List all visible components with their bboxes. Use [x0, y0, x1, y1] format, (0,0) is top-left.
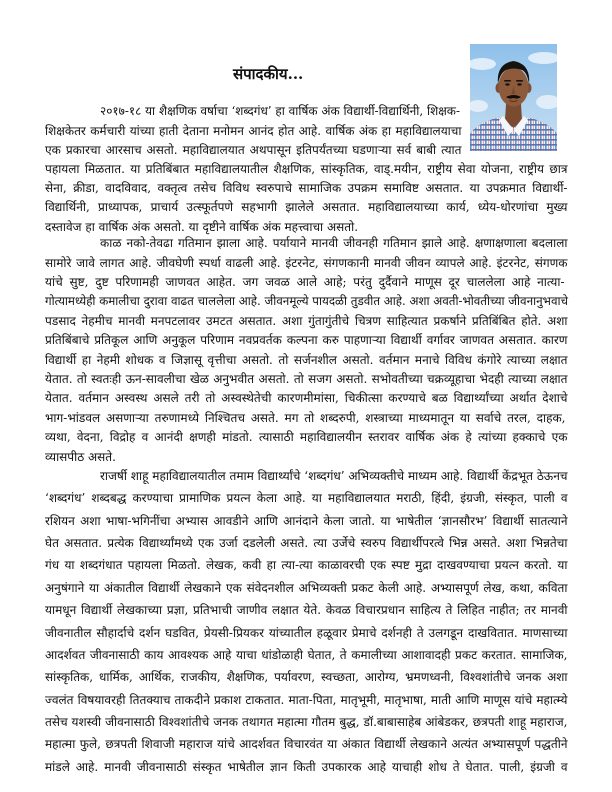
text-line	[100, 102, 460, 121]
line-text: एक प्रकारचा आरसाच असतो. महाविद्यालयात अथपासून इतिपर्यंतच्या घडणाऱ्या सर्व बाबी त्यात	[45, 142, 462, 157]
line-text: मांडले आहे. मानवी जीवनासाठी संस्कृत भाषेतील ज्ञान किती उपकारक आहे याचाही शोध ते घेतात. पाली, इंग्रजी व	[45, 759, 568, 774]
line-text: सांस्कृतिक, धार्मिक, आर्थिक, राजकीय, शैक्षणिक, पर्यावरण, स्वच्छता, आरोग्य, भ्रमणध्वनी, विश्वशांतीचे जनक अशा	[45, 670, 568, 685]
line-text: गंध या शब्दगंधात पहायला मिळतो. लेखक, कवी हा त्या-त्या काळावरची एक स्पष्ट मुद्रा दाखवण्याचा प्रयत्न करतो. या	[45, 558, 568, 573]
paragraph-time	[45, 234, 568, 467]
line-text: गोत्यामध्येही कमालीचा दुरावा वाढत चाललेला आहे. जीवनमूल्ये पायदळी तुडवीत आहे. अशा अवती-भोवतीच्या जीवनानुभवाचे	[45, 294, 568, 309]
text-line	[45, 351, 568, 370]
line-text: जीवनातील सौहार्दाचे दर्शन घडवित, प्रेयसी-प्रियकर यांच्यातील हळूवार प्रेमाचे दर्शनही ते उलगडून दाखवितात. माणसाच्या	[45, 625, 568, 640]
line-text: पहायला मिळतात. या प्रतिबिंबात महाविद्यालयातील शैक्षणिक, सांस्कृतिक, वाड्.मयीन, राष्ट्रीय सेवा योजना, राष्ट्रीय छात्र	[45, 161, 568, 176]
line-text: यांचे सुष्ट, दुष्ट परिणामही जाणवत आहेत. जग जवळ आले आहे; परंतु दुर्दैवाने माणूस दूर चाललेला आहे नात्या-	[45, 275, 565, 290]
text-line	[45, 273, 568, 292]
text-line	[45, 644, 568, 666]
line-text: यामधून विद्यार्थी लेखकाच्या प्रज्ञा, प्रतिभाची जाणीव लक्षात येते. केवळ विचारप्रधान साहित्य ते लिहित नाहीत; तर मानवी	[45, 603, 568, 618]
text-line	[45, 733, 568, 755]
text-line	[100, 234, 568, 253]
text-line	[45, 198, 568, 217]
line-text: दस्तावेज हा वार्षिक अंक असतो. या दृष्टीने वार्षिक अंक महत्त्वाचा असतो.	[45, 219, 359, 234]
text-line	[45, 331, 568, 350]
text-line	[45, 409, 568, 428]
paragraph-intro	[45, 102, 568, 236]
text-line	[45, 370, 568, 389]
text-line	[45, 160, 568, 179]
line-text: ज्वलंत विषयावरही तितक्याच ताकदीने प्रकाश टाकतात. माता-पिता, मातृभूमी, मातृभाषा, माती आणि माणूस यांचे महात्म्ये	[45, 692, 568, 707]
line-text: व्यथा, वेदना, विद्रोह व आनंदी क्षणही मांडतो. त्यासाठी महाविद्यालयीन स्तरावर वार्षिक अंक हे त्यांच्या हक्काचे एक	[45, 430, 568, 445]
text-line	[45, 711, 568, 733]
line-text: ‘शब्दगंध’ शब्दबद्ध करण्याचा प्रामाणिक प्रयत्न केला आहे. या महाविद्यालयात मराठी, हिंदी, इंग्रजी, संस्कृत, पाली व	[45, 491, 568, 506]
line-text: सेना, क्रीडा, वादविवाद, वक्तृत्व तसेच विविध स्वरुपाचे सामाजिक उपक्रम समाविष्ट असतात. या उपक्रमात विद्यार्थी-	[45, 181, 568, 196]
text-line	[45, 389, 568, 408]
line-text: पडसाद नेहमीच मानवी मनपटलावर उमटत असतात. अशा गुंतागुंतीचे चित्रण साहित्यात प्रकर्षाने प्रतिबिंबित होते. अशा	[45, 313, 568, 328]
text-line	[45, 666, 568, 688]
text-line	[45, 756, 568, 778]
line-text: अनुषंगाने या अंकातील विद्यार्थी लेखकाने एक संवेदनशील अभिव्यक्ती प्रकट केली आहे. अभ्यासपूर्ण लेख, कथा, कविता	[45, 580, 568, 595]
text-line	[45, 312, 568, 331]
text-line	[45, 487, 568, 509]
line-text: महात्मा फुले, छत्रपती शिवाजी महाराज यांचे आदर्शवत विचारवंत या अंकात विद्यार्थी लेखकाने अत्यंत अभ्यासपूर्ण पद्धतीने	[45, 737, 568, 752]
line-text: रशियन अशा भाषा-भगिनींचा अभ्यास आवडीने आणि आनंदाने केला जातो. या भाषेतील ‘ज्ञानसौरभ’ विद्यार्थी सातत्याने	[45, 513, 568, 528]
line-text: विद्यार्थी हा नेहमी शोधक व जिज्ञासू वृत्तीचा असतो. तो सर्जनशील असतो. वर्तमान मनाचे विविध कंगोरे त्याच्या लक्षात	[45, 352, 568, 367]
text-line	[45, 122, 462, 141]
line-text: राजर्षी शाहू महाविद्यालयातील तमाम विद्यार्थ्यांचे ‘शब्दगंध’ अभिव्यक्तीचे माध्यम आहे. विद्यार्थी केंद्रभूत ठेऊनच	[100, 468, 568, 483]
text-line	[45, 577, 568, 599]
line-text: २०१७-१८ या शैक्षणिक वर्षाचा ‘शब्दगंध’ हा वार्षिक अंक विद्यार्थी-विद्यार्थिनी, शिक्षक-	[100, 104, 460, 119]
line-text: भाग-भांडवल असणाऱ्या तरुणामध्ये निश्चितच असते. मग तो शब्दरुपी, शस्त्राच्या माध्यमातून या सर्वाचे तरल, दाहक,	[45, 410, 566, 425]
text-line	[45, 622, 568, 644]
paragraph-college	[45, 465, 568, 778]
line-text: काळ नको-तेवढा गतिमान झाला आहे. पर्यायाने मानवी जीवनही गतिमान झाले आहे. क्षणाक्षणाला बदलाला	[100, 236, 568, 251]
text-line	[45, 254, 568, 273]
line-text: येतात. तो स्वतःही ऊन-सावलीचा खेळ अनुभवीत असतो. तो सजग असतो. सभोवतीच्या चक्रव्यूहाचा भेदही त्याच्या लक्षात	[45, 372, 568, 387]
text-line	[45, 689, 568, 711]
text-line	[45, 554, 568, 576]
text-line	[45, 532, 568, 554]
line-text: घेत असतात. प्रत्येक विद्यार्थ्यांमध्ये एक उर्जा दडलेली असते. त्या उर्जेचे स्वरुप विद्यार्थीपरत्वे भिन्न असते. अशा भिन्नतेचा	[45, 535, 568, 550]
line-text: सामोरे जावे लागत आहे. जीवघेणी स्पर्धा वाढली आहे. इंटरनेट, संगणकानी मानवी जीवन व्यापले आहे. इंटरनेट, संगणक	[45, 255, 568, 270]
text-line	[45, 599, 568, 621]
line-text: येतात. वर्तमान अस्वस्थ असले तरी तो अस्वस्थेतेची कारणमीमांसा, चिकीत्सा करण्याचे बळ विद्यार्थ्यांच्या अर्थात देशाचे	[45, 391, 568, 406]
line-text: आदर्शवत जीवनासाठी काय आवश्यक आहे याचा धांडोळाही घेतात, ते कमालीच्या आशावादही प्रकट करतात. सामाजिक,	[45, 647, 568, 662]
line-text: तसेच यशस्वी जीवनासाठी विश्वशांतीचे जनक तथागत महात्मा गौतम बुद्ध, डॉ.बाबासाहेब आंबेडकर, छत्रपती शाहू महाराज,	[45, 715, 568, 730]
text-line	[45, 179, 568, 198]
page-title: संपादकीय...	[233, 65, 304, 83]
text-line	[45, 510, 568, 532]
line-text: प्रतिबिंबाचे प्रतिकूल आणि अनुकूल परिणाम नवप्रवर्तक कल्पना करु पाहणाऱ्या विद्यार्थी वर्गावर जाणवत असतात. कारण	[45, 333, 568, 348]
line-text: व्यासपीठ असते.	[45, 449, 116, 464]
text-line	[45, 428, 568, 447]
line-text: शिक्षकेतर कर्मचारी यांच्या हाती देताना मनोमन आनंद होत आहे. वार्षिक अंक हा महाविद्यालयाचा	[45, 123, 462, 138]
text-line	[45, 292, 568, 311]
text-line	[100, 465, 568, 487]
line-text: विद्यार्थिनी, प्राध्यापक, प्राचार्य उत्स्फूर्तपणे सहभागी झालेले असतात. महाविद्यालयाच्या कार्य, ध्येय-धोरणांचा मुख्य	[45, 200, 568, 215]
text-line	[45, 141, 462, 160]
